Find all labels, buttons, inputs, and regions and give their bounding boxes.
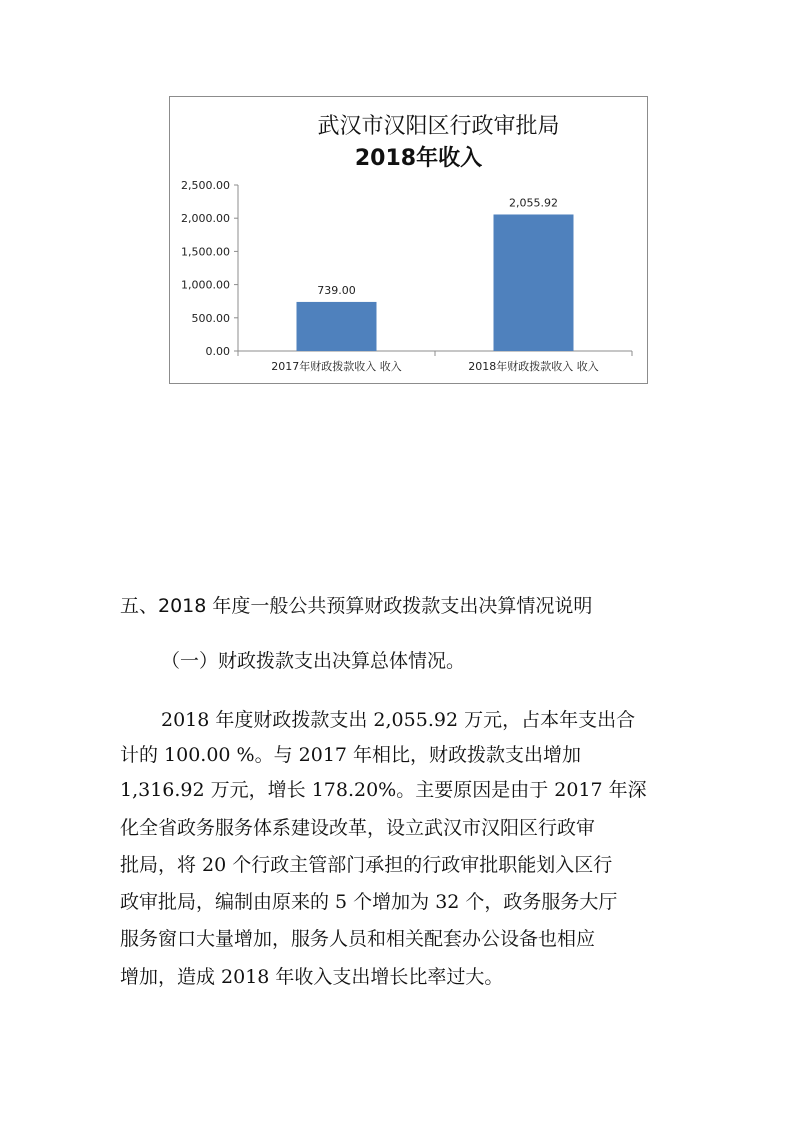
y-tick-label: 1,500.00 — [181, 245, 230, 259]
y-tick-label: 500.00 — [191, 311, 230, 325]
section-heading: 五、2018 年度一般公共预算财政拨款支出决算情况说明 — [120, 595, 593, 617]
paragraph-line: 服务窗口大量增加，服务人员和相关配套办公设备也相应 — [120, 928, 596, 950]
x-tick-label: 2017年财政拨款收入 收入 — [271, 360, 402, 373]
bar-value-label: 2,055.92 — [509, 196, 558, 210]
sub-heading: （一）财政拨款支出决算总体情况。 — [161, 650, 466, 672]
y-tick-label: 2,500.00 — [181, 179, 230, 192]
paragraph-line: 2018 年度财政拨款支出 2,055.92 万元，占本年支出合 — [161, 709, 636, 731]
paragraph-line: 计的 100.00 %。与 2017 年相比，财政拨款支出增加 — [120, 744, 582, 766]
income-chart — [169, 96, 648, 384]
y-tick-label: 1,000.00 — [181, 278, 230, 292]
bar-value-label: 739.00 — [317, 283, 356, 297]
paragraph-line: 批局，将 20 个行政主管部门承担的行政审批职能划入区行 — [120, 854, 613, 876]
chart-subtitle: 2018年收入 — [354, 146, 483, 171]
y-tick-label: 0.00 — [205, 345, 230, 358]
y-tick-label: 2,000.00 — [181, 212, 230, 226]
paragraph-line: 化全省政务服务体系建设改革，设立武汉市汉阳区行政审 — [120, 817, 596, 839]
x-tick-label: 2018年财政拨款收入 收入 — [468, 360, 599, 373]
paragraph-line: 增加，造成 2018 年收入支出增长比率过大。 — [120, 966, 504, 988]
bar — [494, 214, 574, 351]
chart-title: 武汉市汉阳区行政审批局 — [317, 114, 560, 139]
bar — [297, 302, 377, 351]
chart-plot — [170, 97, 649, 385]
paragraph-line: 政审批局，编制由原来的 5 个增加为 32 个，政务服务大厅 — [120, 891, 618, 913]
paragraph-line: 1,316.92 万元，增长 178.20%。主要原因是由于 2017 年深 — [120, 779, 647, 801]
